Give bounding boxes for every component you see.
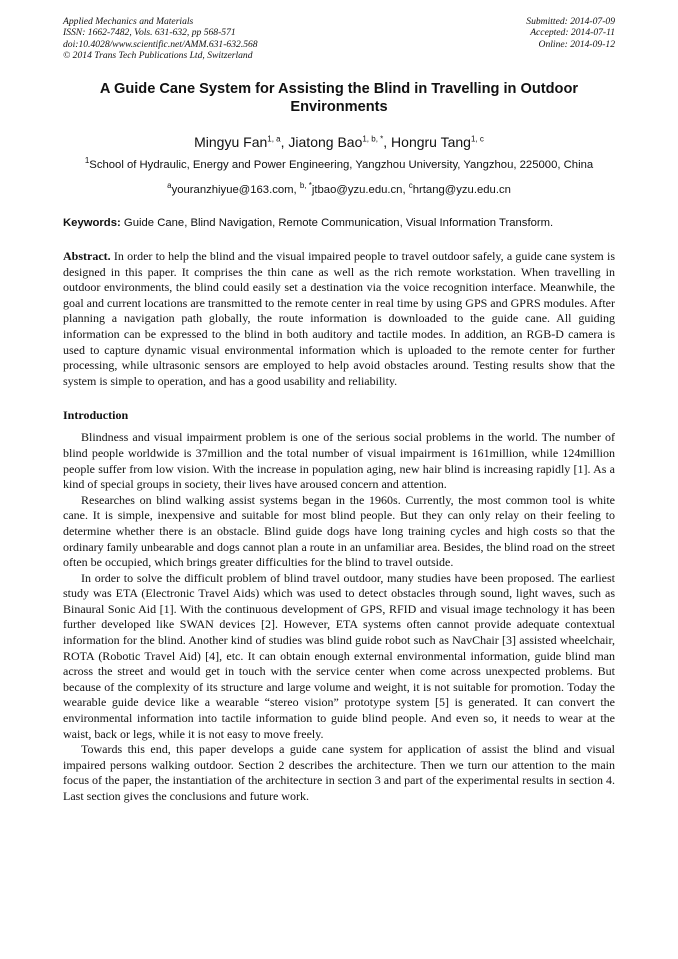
journal-name: Applied Mechanics and Materials xyxy=(63,16,194,27)
keywords xyxy=(63,216,615,231)
author-superscript: 1, b, * xyxy=(362,134,384,144)
publication-dates xyxy=(526,16,615,50)
accepted-date: Accepted: 2014-07-11 xyxy=(530,27,615,39)
email-address[interactable]: hrtang@yzu.edu.cn xyxy=(412,184,511,196)
section-heading: Introduction xyxy=(63,408,129,423)
author-name: Jiatong Bao xyxy=(288,134,363,150)
author-separator: , xyxy=(280,134,289,150)
doi-line: doi:10.4028/www.scientific.net/AMM.631-632.568 xyxy=(63,38,258,50)
author-list xyxy=(63,133,615,151)
paper-page xyxy=(63,16,615,805)
author-separator: , xyxy=(383,134,392,150)
body-paragraph: In order to solve the difficult problem of blind travel outdoor, many studies have been proposed. The earliest study was ETA (Electronic Travel Aids) which was used to detect obstacles through sound, light waves, such as Binaural Sonic Aid [1]. With the continuous development of GPS, RFID and visual image technology it has been further developed like SWAN devices [2]. However, ETA systems often cannot provide adequate contextual information for the blind. Another kind of studies was blind guide robot such as NavChair [3] assisted wheelchair, ROTA (Robotic Travel Aid) [4], etc. It can obtain enough external environmental information, guide blind man across the street and would get in touch with the service center when come across unexpected problems. But because of the complexity of its structure and large volume and weight, it is not suitable for promotion. Today the wearable guide device like a wearable “stereo vision” prototype system [5] is generated. It can convert the environmental information into tactile information to guide blind people. And even so, it needs to wear at the waist, back or legs, while it is not easy to move freely. xyxy=(63,570,615,741)
email-address[interactable]: jtbao@yzu.edu.cn, xyxy=(311,184,409,196)
email-superscript: a xyxy=(167,181,172,191)
publication-info xyxy=(63,16,258,62)
publication-header xyxy=(63,16,615,64)
paper-title: A Guide Cane System for Assisting the Blind in Travelling in Outdoor Environments xyxy=(99,81,579,115)
email-list xyxy=(63,183,615,198)
body-paragraph: Blindness and visual impairment problem is one of the serious social problems in the world. The number of blind people worldwide is 37million and the total number of visual impairment is 161million, while 124million people suffer from low vision. With the increase in population aging, new hair blind is increasing rapidly [1]. As a kind of special groups in society, their lives have aroused concern and attention. xyxy=(63,430,615,492)
body-paragraph: Towards this end, this paper develops a guide cane system for application of assist the blind and visual impaired persons walking outdoor. Section 2 describes the architecture. Then we turn our attention to the main focus of the paper, the instantiation of the architecture in section 3 and part of the experimental results in section 4. Last section gives the conclusions and future work. xyxy=(63,742,615,803)
affiliation-superscript: 1 xyxy=(84,156,90,166)
online-date: Online: 2014-09-12 xyxy=(538,38,615,50)
author-name: Hongru Tang xyxy=(391,134,471,150)
abstract-text: In order to help the blind and the visual impaired people to travel outdoor safely, a guide cane system is designed in this paper. It comprises the thin cane as well as the rich remote workstation. When travelling in outdoor environments, the blind could easily set a destination via the voice recognition interface. Meanwhile, the goal and current locations are transmitted to the remote center in real time by using GPS and GPRS modules. After planning a navigation path globally, the route information is downloaded to the guide cane. All guiding information can be expressed to the blind in both auditory and tactile modes. In addition, an RGB-D camera is used to capture dynamic visual environmental information which is uploaded to the remote center for further processing, while ultrasonic sensors are employed to help avoid obstacles around. Testing results show that the system is simple to operation, and has a good usability and reliability. xyxy=(63,249,615,388)
keywords-label: Keywords: xyxy=(63,217,121,229)
submitted-date: Submitted: 2014-07-09 xyxy=(526,16,615,27)
abstract xyxy=(63,249,615,389)
affiliation-text: School of Hydraulic, Energy and Power Engineering, Yangzhou University, Yangzhou, 225000, China xyxy=(89,159,594,171)
copyright-line: © 2014 Trans Tech Publications Ltd, Switzerland xyxy=(63,50,253,62)
keywords-text: Guide Cane, Blind Navigation, Remote Communication, Visual Information Transform. xyxy=(120,217,554,229)
email-address[interactable]: youranzhiyue@163.com, xyxy=(171,184,300,196)
author-superscript: 1, a xyxy=(267,134,281,144)
body-paragraph: Researches on blind walking assist systems began in the 1960s. Currently, the most common tool is white cane. It is simple, inexpensive and suitable for most blind people. But they can only relay on their feeling to determine whether there is an obstacle. Blind guide dogs have long training cycles and high costs so that the ordinary family unbearable and dogs cannot plan a route in an unfamiliar area. Besides, the blind road on the street often be occupied, which brings greater difficulties for the blind to travel outside. xyxy=(63,492,615,570)
email-superscript: c xyxy=(408,181,413,191)
author-superscript: 1, c xyxy=(470,134,484,144)
abstract-label: Abstract. xyxy=(63,249,111,263)
issn-line: ISSN: 1662-7482, Vols. 631-632, pp 568-571 xyxy=(63,27,236,39)
email-superscript: b, * xyxy=(299,181,312,191)
author-name: Mingyu Fan xyxy=(194,134,268,150)
affiliation xyxy=(63,158,615,173)
